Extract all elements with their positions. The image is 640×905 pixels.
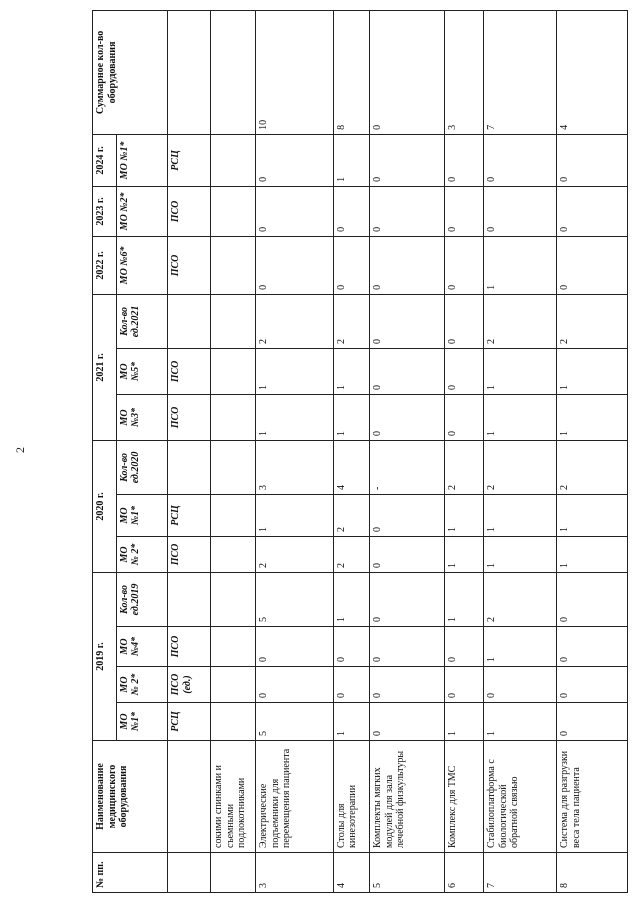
row-value: 0 [333,236,370,294]
row-value: 5 [256,572,333,626]
row-value: 0 [484,134,557,186]
row-value: 2 [333,536,370,572]
row-value: 2 [484,572,557,626]
sub-mo6-2022: МО №6* [116,236,168,294]
row-value: 5 [256,703,333,741]
header-year-2020: 2020 г. [93,440,117,572]
row-value: 3 [256,440,333,494]
row-value: 1 [557,394,628,440]
equipment-name: Столы для кинезотерапии [333,741,370,853]
row-number: 8 [557,853,628,893]
row-value: 1 [484,536,557,572]
row-value: 2 [557,294,628,348]
row-value: 2 [333,294,370,348]
header-year-2022: 2022 г. [93,236,117,294]
row-value: 2 [484,294,557,348]
sub-mo2-2023: МО №2* [116,186,168,236]
row-value: 1 [445,572,484,626]
row-value: 2 [333,494,370,536]
row-value: 1 [333,572,370,626]
row-value: 8 [333,10,370,134]
header-year-2023: 2023 г. [93,186,117,236]
org-mo4-2019: ПСО [168,627,211,667]
row-value: 2 [557,440,628,494]
row-value: 0 [256,134,333,186]
row-value: 0 [445,236,484,294]
header-name: Наименование медицинского оборудования [93,741,168,853]
row-value: 0 [370,134,445,186]
table-row [445,10,484,892]
table-row [557,10,628,892]
row-value: - [370,440,445,494]
org-row [168,10,211,892]
row-value: 1 [445,703,484,741]
sub-mo2-2020: МО № 2* [116,536,168,572]
header-total: Суммарное кол-во оборудования [93,10,168,134]
row-number: 4 [333,853,370,893]
row-value: 1 [333,134,370,186]
row-value: 2 [445,440,484,494]
header-num: № пп. [93,853,168,893]
table-row [484,10,557,892]
row-value: 0 [557,572,628,626]
row-value: 0 [484,186,557,236]
equipment-table [92,10,628,893]
row-value: 2 [256,536,333,572]
row-value: 1 [557,348,628,394]
sub-mo1-2024: МО №1* [116,134,168,186]
row-value: 4 [333,440,370,494]
sub-mo2-2019: МО № 2* [116,667,168,703]
row-value: 1 [445,536,484,572]
row-value: 0 [256,236,333,294]
row-value: 0 [370,236,445,294]
row-value: 0 [370,348,445,394]
table-row [370,10,445,892]
row-value: 0 [256,186,333,236]
equipment-name: Комплекты мягких модулей для зала лечебной физкультуры [370,741,445,853]
org-mo5-2021: ПСО [168,348,211,394]
org-mo2-2020: ПСО [168,536,211,572]
row-value: 0 [333,627,370,667]
row-value: 0 [445,294,484,348]
row-value: 0 [370,667,445,703]
row-value: 1 [333,394,370,440]
row-value: 0 [370,572,445,626]
row-value: 1 [333,703,370,741]
rotated-table-wrapper [92,11,628,893]
row-value: 0 [445,667,484,703]
sub-qty-2019: Кол-во ед.2019 [116,572,168,626]
header-year-2021: 2021 г. [93,294,117,440]
row-value: 0 [256,627,333,667]
row-value: 0 [557,667,628,703]
sub-mo4-2019: МО №4* [116,627,168,667]
row-value: 0 [370,394,445,440]
row-value: 1 [484,627,557,667]
row-value: 1 [484,703,557,741]
row-value: 0 [557,627,628,667]
row-value: 1 [557,494,628,536]
data-rows [256,10,628,892]
org-mo2-2023: ПСО [168,186,211,236]
org-mo3-2021: ПСО [168,394,211,440]
row-value: 0 [370,627,445,667]
row-value: 1 [333,348,370,394]
equipment-name: Система для разгрузки веса тела пациента [557,741,628,853]
row-value: 7 [484,10,557,134]
org-mo1-2020: РСЦ [168,494,211,536]
row-value: 0 [445,627,484,667]
row-value: 0 [445,186,484,236]
row-value: 1 [484,394,557,440]
row-value: 0 [445,134,484,186]
row-value: 0 [445,394,484,440]
row-value: 1 [484,494,557,536]
equipment-name: Стабилоплатформа с биологической обратной связью [484,741,557,853]
equipment-name: Электрические подъемники для перемещения пациента [256,741,333,853]
row-value: 0 [557,236,628,294]
row-value: 1 [484,348,557,394]
row-value: 1 [256,494,333,536]
table-row [333,10,370,892]
header-year-2024: 2024 г. [93,134,117,186]
page-number: 2 [13,447,27,453]
row-value: 10 [256,10,333,134]
row-value: 0 [445,348,484,394]
equipment-name: Комплекс для ТМС [445,741,484,853]
row-value: 0 [370,703,445,741]
org-mo1-2019: РСЦ [168,703,211,741]
row-value: 1 [484,236,557,294]
sub-mo1-2020: МО №1* [116,494,168,536]
row-value: 1 [256,394,333,440]
row-value: 0 [484,667,557,703]
row-value: 0 [333,186,370,236]
row-value: 2 [484,440,557,494]
row-number: 6 [445,853,484,893]
row-value: 0 [256,667,333,703]
sub-qty-2020: Кол-во ед.2020 [116,440,168,494]
row-value: 1 [256,348,333,394]
sub-qty-2021: Кол-во ед.2021 [116,294,168,348]
row-value: 2 [256,294,333,348]
row-value: 0 [557,134,628,186]
sub-mo1-2019: МО №1* [116,703,168,741]
row-value: 0 [370,10,445,134]
sub-mo5-2021: МО №5* [116,348,168,394]
table-row [256,10,333,892]
header-year-2019: 2019 г. [93,572,117,740]
row-value: 0 [370,294,445,348]
row-number: 7 [484,853,557,893]
continuation-text: сокими спинками и съемными подлокотниками [211,741,256,853]
org-mo6-2022: ПСО [168,236,211,294]
org-mo2-2019: ПСО (ед.) [168,667,211,703]
row-value: 0 [557,703,628,741]
row-value: 0 [333,667,370,703]
row-value: 0 [370,494,445,536]
continuation-row [211,10,256,892]
row-value: 4 [557,10,628,134]
row-number: 3 [256,853,333,893]
row-value: 3 [445,10,484,134]
row-number: 5 [370,853,445,893]
row-value: 1 [445,494,484,536]
row-value: 0 [370,186,445,236]
sub-mo3-2021: МО №3* [116,394,168,440]
row-value: 0 [557,186,628,236]
org-mo1-2024: РСЦ [168,134,211,186]
row-value: 0 [370,536,445,572]
row-value: 1 [557,536,628,572]
